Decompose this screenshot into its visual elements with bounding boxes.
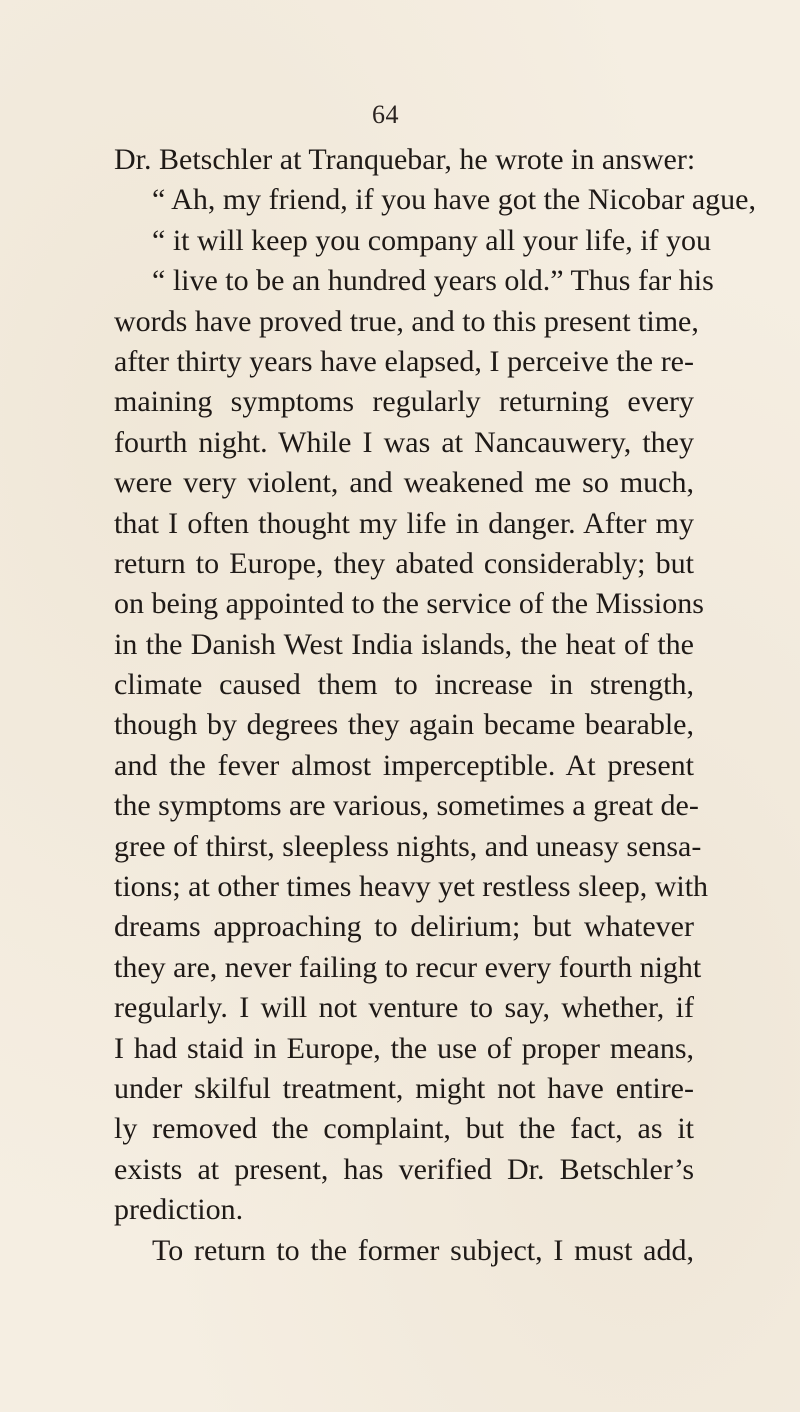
text-line: ly removed the complaint, but the fact, as it bbox=[114, 1112, 694, 1146]
text-line: dreams approaching to delirium; but whatever bbox=[114, 910, 694, 944]
text-line: fourth night. While I was at Nancauwery, they bbox=[114, 425, 694, 459]
text-line: To return to the former subject, I must add, bbox=[152, 1233, 694, 1267]
text-line: the symptoms are various, sometimes a great de- bbox=[114, 789, 699, 823]
text-line: climate caused them to increase in strength, bbox=[114, 668, 694, 702]
text-line: return to Europe, they abated considerably; but bbox=[114, 546, 694, 580]
text-line: they are, never failing to recur every fourth night bbox=[114, 950, 702, 984]
text-line: were very violent, and weakened me so much, bbox=[114, 466, 694, 500]
body-text bbox=[114, 140, 756, 1271]
text-line: tions; at other times heavy yet restless sleep, with bbox=[114, 870, 709, 904]
text-line: words have proved true, and to this present time, bbox=[114, 304, 699, 338]
text-line: regularly. I will not venture to say, whether, if bbox=[114, 991, 694, 1025]
text-line: “ it will keep you company all your life, if you bbox=[152, 223, 712, 257]
text-line: gree of thirst, sleepless nights, and uneasy sensa- bbox=[114, 829, 702, 863]
text-line: that I often thought my life in danger. After my bbox=[114, 506, 694, 540]
text-line: I had staid in Europe, the use of proper means, bbox=[114, 1031, 694, 1065]
text-line: on being appointed to the service of the Missions bbox=[114, 587, 704, 621]
text-line: prediction. bbox=[114, 1193, 244, 1227]
text-line: maining symptoms regularly returning every bbox=[114, 385, 694, 419]
text-line: in the Danish West India islands, the heat of the bbox=[114, 627, 694, 661]
text-line: Dr. Betschler at Tranquebar, he wrote in answer: bbox=[114, 143, 696, 176]
text-line: exists at present, has verified Dr. Betschler’s bbox=[114, 1152, 694, 1186]
text-line: “ live to be an hundred years old.” Thus far his bbox=[152, 264, 714, 298]
text-line: under skilful treatment, might not have entire- bbox=[114, 1071, 694, 1105]
page-number: 64 bbox=[372, 100, 399, 129]
text-line: and the fever almost imperceptible. At present bbox=[114, 748, 694, 782]
text-line: “ Ah, my friend, if you have got the Nicobar ague, bbox=[152, 183, 756, 217]
text-line: though by degrees they again became bearable, bbox=[114, 708, 694, 742]
text-line: after thirty years have elapsed, I perceive the re- bbox=[114, 344, 694, 378]
